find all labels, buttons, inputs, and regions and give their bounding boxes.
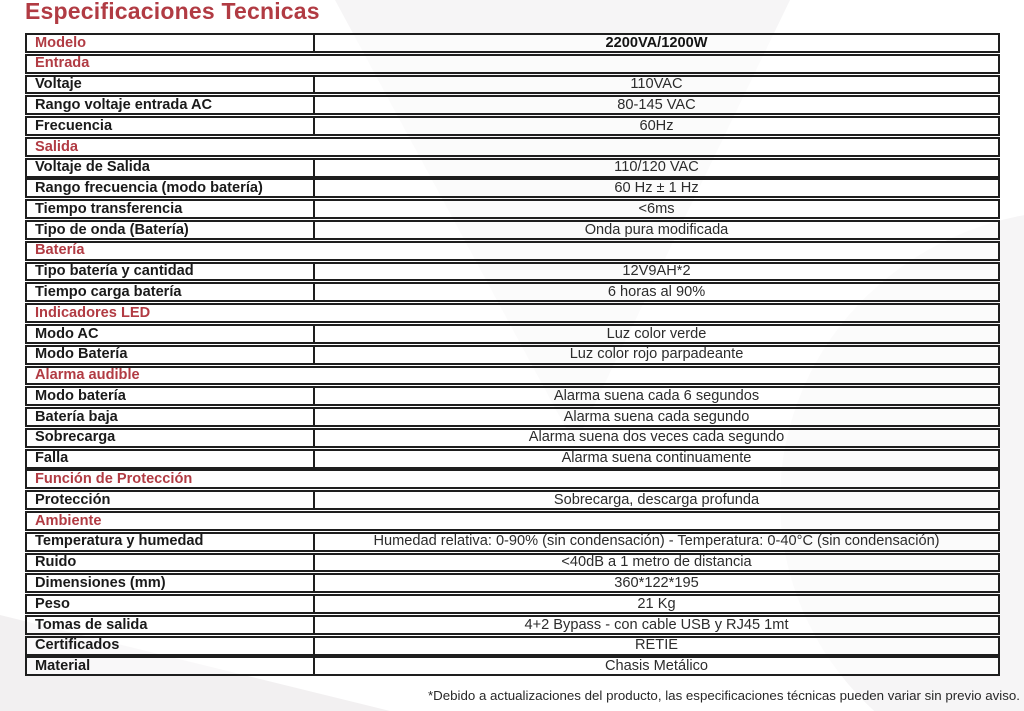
section-label: Indicadores LED (35, 304, 151, 321)
spec-value: Sobrecarga, descarga profunda (553, 492, 760, 508)
spec-value: 6 horas al 90% (607, 285, 706, 300)
spec-label: Frecuencia (27, 118, 315, 134)
spec-row-tiempo-carga-bateria (25, 282, 1000, 302)
section-row-indicadores-led (25, 303, 1000, 323)
spec-label: Tomas de salida (27, 617, 315, 633)
spec-label: Rango voltaje entrada AC (27, 97, 315, 113)
section-row-ambiente (25, 511, 1000, 531)
section-label: Salida (35, 138, 78, 155)
spec-value: 2200VA/1200W (605, 35, 708, 51)
spec-label: Modo Batería (27, 347, 315, 363)
spec-row-voltaje (25, 75, 1000, 95)
spec-value: Alarma suena continuamente (561, 451, 752, 466)
spec-row-dimensiones-mm (25, 573, 1000, 593)
spec-value: Humedad relativa: 0-90% (sin condensación) - Temperatura: 0-40°C (sin condensación) (373, 534, 940, 549)
spec-value: Onda pura modificada (584, 222, 729, 238)
spec-row-peso (25, 594, 1000, 614)
spec-label: Certificados (27, 638, 315, 654)
spec-label: Batería baja (27, 409, 315, 425)
spec-value: 12V9AH*2 (622, 264, 691, 279)
spec-value: 60 Hz ± 1 Hz (614, 181, 699, 196)
spec-row-tiempo-transferencia (25, 199, 1000, 219)
spec-row-rango-voltaje-entrada-ac (25, 95, 1000, 115)
spec-value: Luz color verde (606, 326, 707, 342)
spec-row-modo-bateria (25, 386, 1000, 406)
section-label: Ambiente (35, 512, 102, 529)
spec-label: Temperatura y humedad (27, 534, 315, 550)
spec-label: Dimensiones (mm) (27, 575, 315, 591)
spec-value: 21 Kg (637, 596, 676, 612)
spec-value: 80-145 VAC (617, 97, 696, 113)
spec-row-tomas-de-salida (25, 615, 1000, 635)
spec-value: Alarma suena cada segundo (563, 409, 750, 425)
section-label: Batería (35, 242, 85, 259)
spec-row-modelo (25, 33, 1000, 53)
spec-value: <40dB a 1 metro de distancia (561, 555, 752, 570)
spec-label: Tipo de onda (Batería) (27, 222, 315, 238)
spec-label: Tiempo carga batería (27, 284, 315, 300)
spec-label: Tipo batería y cantidad (27, 264, 315, 280)
spec-row-frecuencia (25, 116, 1000, 136)
spec-label: Sobrecarga (27, 430, 315, 446)
section-row-bateria (25, 241, 1000, 261)
spec-value: RETIE (635, 638, 678, 653)
spec-row-tipo-bateria-y-cantidad (25, 262, 1000, 282)
spec-row-sobrecarga (25, 428, 1000, 448)
spec-row-bateria-baja (25, 407, 1000, 427)
spec-value: 60Hz (639, 118, 674, 134)
spec-label: Voltaje (27, 77, 315, 93)
spec-label: Modo batería (27, 388, 315, 404)
page-title: Especificaciones Tecnicas (25, 0, 320, 24)
spec-row-rango-frecuencia-modo-bateria (25, 178, 1000, 198)
spec-row-ruido (25, 553, 1000, 573)
spec-label: Voltaje de Salida (27, 160, 315, 176)
spec-label: Modelo (27, 35, 315, 51)
section-row-entrada (25, 54, 1000, 74)
spec-label: Tiempo transferencia (27, 201, 315, 217)
spec-label: Falla (27, 451, 315, 467)
spec-value: 110VAC (630, 77, 683, 92)
spec-row-modo-bateria (25, 345, 1000, 365)
spec-row-proteccion (25, 490, 1000, 510)
spec-value: Alarma suena dos veces cada segundo (528, 430, 785, 446)
spec-label: Peso (27, 596, 315, 612)
spec-label: Material (27, 658, 315, 674)
spec-label: Protección (27, 492, 315, 508)
section-label: Función de Protección (35, 471, 193, 488)
footer-disclaimer: *Debido a actualizaciones del producto, las especificaciones técnicas pueden variar sin previo aviso. (427, 688, 1020, 703)
spec-value: Alarma suena cada 6 segundos (553, 388, 760, 404)
section-row-salida (25, 137, 1000, 157)
section-label: Alarma audible (35, 367, 140, 384)
spec-value: 110/120 VAC (614, 160, 699, 175)
spec-label: Rango frecuencia (modo batería) (27, 180, 315, 196)
spec-row-temperatura-y-humedad (25, 532, 1000, 552)
spec-value: Chasis Metálico (604, 659, 708, 674)
spec-row-tipo-de-onda-bateria (25, 220, 1000, 240)
spec-row-material (25, 656, 1000, 676)
spec-row-voltaje-de-salida (25, 158, 1000, 178)
section-label: Entrada (35, 55, 90, 72)
spec-table (25, 33, 1000, 677)
spec-row-falla (25, 449, 1000, 469)
spec-value: 360*122*195 (614, 575, 699, 591)
section-row-funcion-de-proteccion (25, 469, 1000, 489)
spec-row-modo-ac (25, 324, 1000, 344)
spec-label: Modo AC (27, 326, 315, 342)
spec-value: <6ms (638, 201, 675, 217)
spec-value: 4+2 Bypass - con cable USB y RJ45 1mt (524, 617, 789, 633)
spec-row-certificados (25, 636, 1000, 656)
spec-value: Luz color rojo parpadeante (569, 347, 744, 362)
spec-label: Ruido (27, 555, 315, 571)
section-row-alarma-audible (25, 366, 1000, 386)
